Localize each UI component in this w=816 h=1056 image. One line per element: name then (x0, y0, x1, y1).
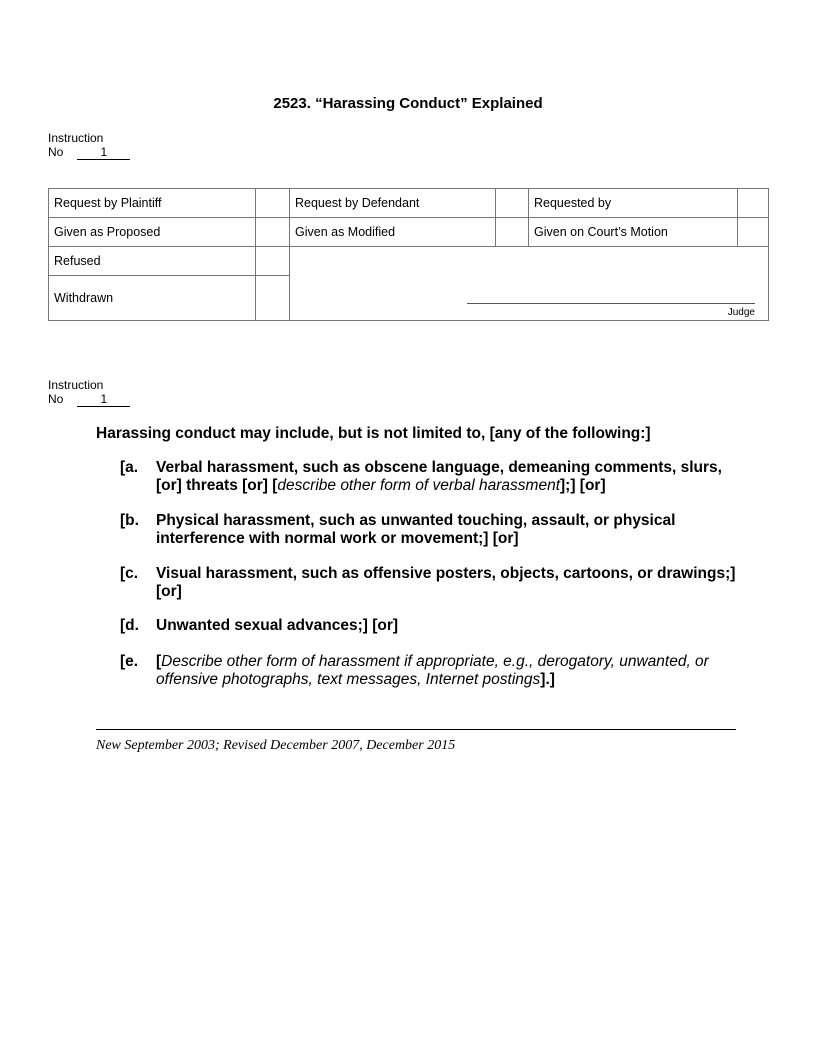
no-label: No (48, 145, 64, 159)
instruction-number-field[interactable]: 1 (77, 146, 130, 160)
judge-label: Judge (727, 307, 755, 318)
list-item-label: [c. (120, 565, 139, 582)
list-item (120, 512, 740, 548)
request-by-plaintiff-label: Request by Plaintiff (49, 189, 256, 218)
given-as-proposed-label: Given as Proposed (49, 218, 256, 247)
list-item-label: [d. (120, 617, 139, 634)
withdrawn-checkbox[interactable] (256, 276, 290, 321)
list-item (120, 653, 740, 689)
revision-history: New September 2003; Revised December 2007, December 2015 (96, 738, 456, 753)
no-label: No (48, 392, 64, 406)
item-text-segment: Verbal harassment, such as obscene language, demeaning comments, slurs, [or] threats [or] [ (156, 459, 722, 494)
item-text-segment: Physical harassment, such as unwanted touching, assault, or physical interference with normal work or movement;] [or] (156, 512, 676, 547)
list-item-label: [e. (120, 653, 139, 670)
refused-checkbox[interactable] (256, 247, 290, 276)
list-item-text (156, 617, 740, 635)
item-text-segment: Unwanted sexual advances;] [or] (156, 617, 399, 634)
given-on-courts-motion-label: Given on Court’s Motion (529, 218, 738, 247)
instruction-label: Instruction (48, 378, 104, 392)
instruction-disposition-table (48, 188, 769, 321)
given-as-proposed-checkbox[interactable] (256, 218, 290, 247)
list-item-label: [a. (120, 459, 139, 476)
list-item-text (156, 512, 740, 548)
request-by-defendant-checkbox[interactable] (496, 189, 529, 218)
page-title: 2523. “Harassing Conduct” Explained (273, 95, 543, 112)
footer-divider (96, 729, 736, 730)
withdrawn-label: Withdrawn (49, 276, 256, 321)
request-by-plaintiff-checkbox[interactable] (256, 189, 290, 218)
instruction-number-field[interactable]: 1 (77, 393, 130, 407)
list-item-text (156, 653, 740, 689)
list-item (120, 459, 740, 495)
bracketed-placeholder-text: describe other form of verbal harassment (277, 477, 560, 494)
list-item-text (156, 565, 740, 601)
item-text-segment: ].] (540, 671, 555, 688)
given-as-modified-label: Given as Modified (290, 218, 496, 247)
list-item-label: [b. (120, 512, 139, 529)
request-by-defendant-label: Request by Defendant (290, 189, 496, 218)
item-text-segment: Visual harassment, such as offensive posters, objects, cartoons, or drawings;] [or] (156, 565, 736, 600)
requested-by-checkbox[interactable] (738, 189, 769, 218)
instruction-intro: Harassing conduct may include, but is not limited to, [any of the following:] (96, 425, 651, 442)
item-text-segment: [ (156, 653, 162, 670)
instruction-number-block (48, 131, 130, 160)
list-item-text (156, 459, 740, 495)
given-on-courts-motion-checkbox[interactable] (738, 218, 769, 247)
judge-signature-cell (290, 247, 769, 321)
requested-by-label: Requested by (529, 189, 738, 218)
instruction-label: Instruction (48, 131, 104, 145)
refused-label: Refused (49, 247, 256, 276)
given-as-modified-checkbox[interactable] (496, 218, 529, 247)
bracketed-placeholder-text: Describe other form of harassment if appropriate, e.g., derogatory, unwanted, or offensive photographs, text messages, Internet postings (156, 653, 709, 688)
instruction-number-block (48, 378, 130, 407)
list-item (120, 617, 740, 635)
item-text-segment: ];] [or] (560, 477, 606, 494)
judge-signature-line[interactable] (467, 303, 755, 304)
list-item (120, 565, 740, 601)
